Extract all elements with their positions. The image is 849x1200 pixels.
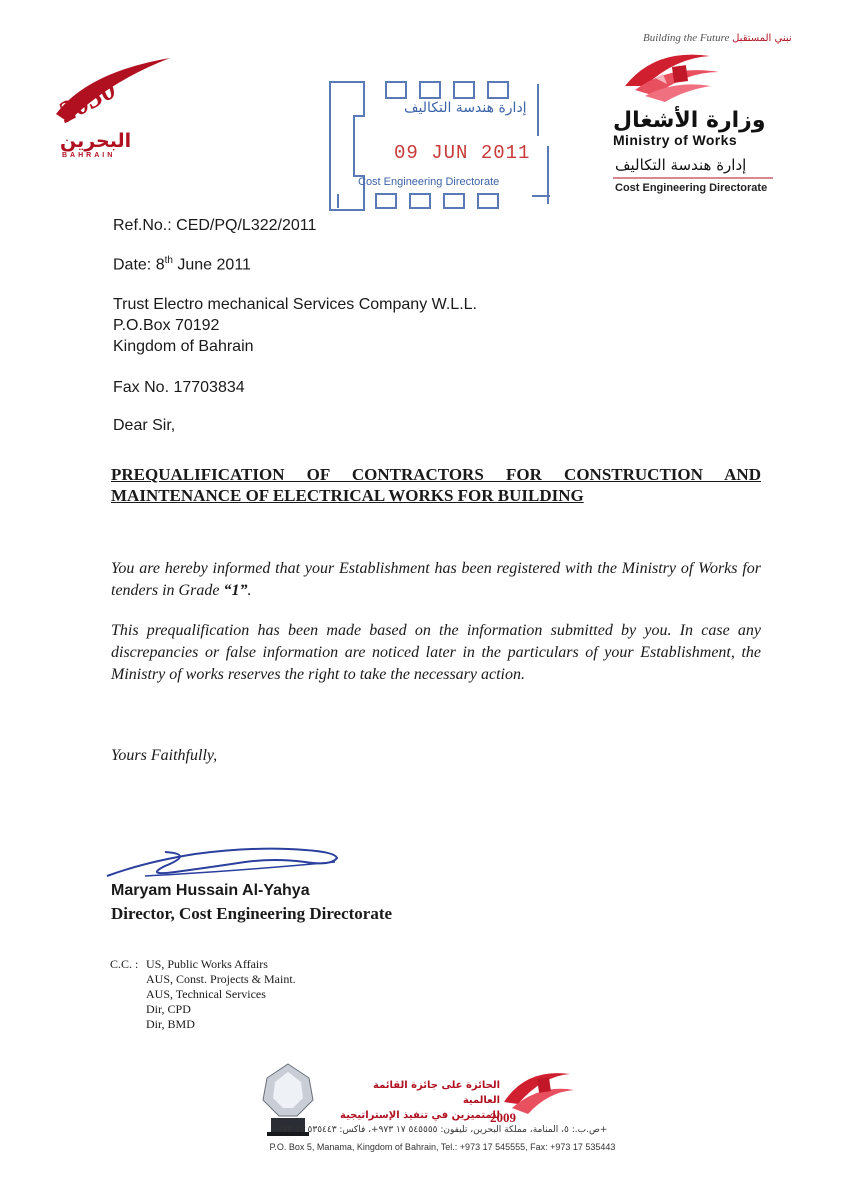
- bahrain-logo-arabic: البحرين: [60, 130, 132, 152]
- cc-item: US, Public Works Affairs: [146, 957, 268, 971]
- closing: Yours Faithfully,: [111, 747, 218, 764]
- letter-subject: PREQUALIFICATION OF CONTRACTORS FOR CONSTRUCTION AND MAINTENANCE OF ELECTRICAL WORKS FOR BUILDING: [111, 465, 761, 505]
- stamp-date: 09 JUN 2011: [394, 142, 531, 164]
- cc-item: Dir, BMD: [146, 1017, 195, 1031]
- ministry-name-english: Ministry of Works: [613, 132, 738, 148]
- ministry-name-arabic: وزارة الأشغال: [613, 108, 766, 133]
- cc-label: C.C. :: [110, 957, 139, 971]
- stamp-arabic-text: إدارة هندسة التكاليف: [404, 100, 527, 116]
- ministry-divider: [613, 176, 773, 180]
- signer-title: Director, Cost Engineering Directorate: [111, 904, 393, 923]
- award-arabic-text: الحائزة على جائزة القائمة العالمية للمتميزين في تنفيذ الإستراتيجية: [340, 1080, 501, 1121]
- cc-item: AUS, Technical Services: [146, 987, 266, 1001]
- cc-list: [146, 957, 296, 1032]
- letter-date: Date: 8th June 2011: [113, 255, 251, 274]
- body-paragraph-2: This prequalification has been made based on the information submitted by you. In case any discrepancies or false information are noticed later in the particulars of your Establishment, the Ministry of works reserves the right to take the necessary action.: [111, 622, 761, 683]
- recipient-address: [113, 294, 477, 357]
- bahrain-2030-logo: [48, 52, 178, 162]
- cc-item: Dir, CPD: [146, 1002, 191, 1016]
- cc-item: AUS, Const. Projects & Maint.: [146, 972, 296, 986]
- ministry-slogan: Building the Future نبني المستقبل: [643, 32, 792, 44]
- ministry-emblem-icon: [615, 46, 725, 106]
- footer-address-arabic: ص.ب.: ٥، المنامة، مملكة البحرين، تليفون: ٥٤٥٥٥٥ ١٧ ٩٧٣+، فاكس: ٥٣٥٤٤٣ ١٧ ٩٧٣+: [277, 1125, 608, 1135]
- reference-number: Ref.No.: CED/PQ/L322/2011: [113, 217, 317, 234]
- bahrain-logo-english: BAHRAIN: [62, 152, 116, 159]
- signer-name: Maryam Hussain Al-Yahya: [111, 882, 310, 899]
- received-stamp: [326, 76, 556, 214]
- ministry-of-works-logo: [605, 28, 805, 204]
- footer-address-english: P.O. Box 5, Manama, Kingdom of Bahrain, Tel.: +973 17 545555, Fax: +973 17 535443: [269, 1142, 616, 1152]
- body-paragraph-1: You are hereby informed that your Establishment has been registered with the Ministry of Works for tenders in Grade “1”.: [111, 560, 761, 599]
- fax-number: Fax No. 17703834: [113, 379, 245, 396]
- stamp-english-text: Cost Engineering Directorate: [358, 176, 500, 188]
- bahrain-2030-number: 2030: [53, 72, 122, 130]
- bahrain-2030-swoosh-icon: [48, 52, 178, 132]
- recipient-company: Trust Electro mechanical Services Company W.L.L.: [113, 296, 477, 313]
- directorate-name-english: Cost Engineering Directorate: [615, 182, 768, 194]
- salutation: Dear Sir,: [113, 417, 176, 434]
- recipient-po-box: P.O.Box 70192: [113, 317, 220, 334]
- recipient-country: Kingdom of Bahrain: [113, 338, 254, 355]
- award-year: 2009: [490, 1110, 516, 1125]
- directorate-name-arabic: إدارة هندسة التكاليف: [615, 156, 747, 174]
